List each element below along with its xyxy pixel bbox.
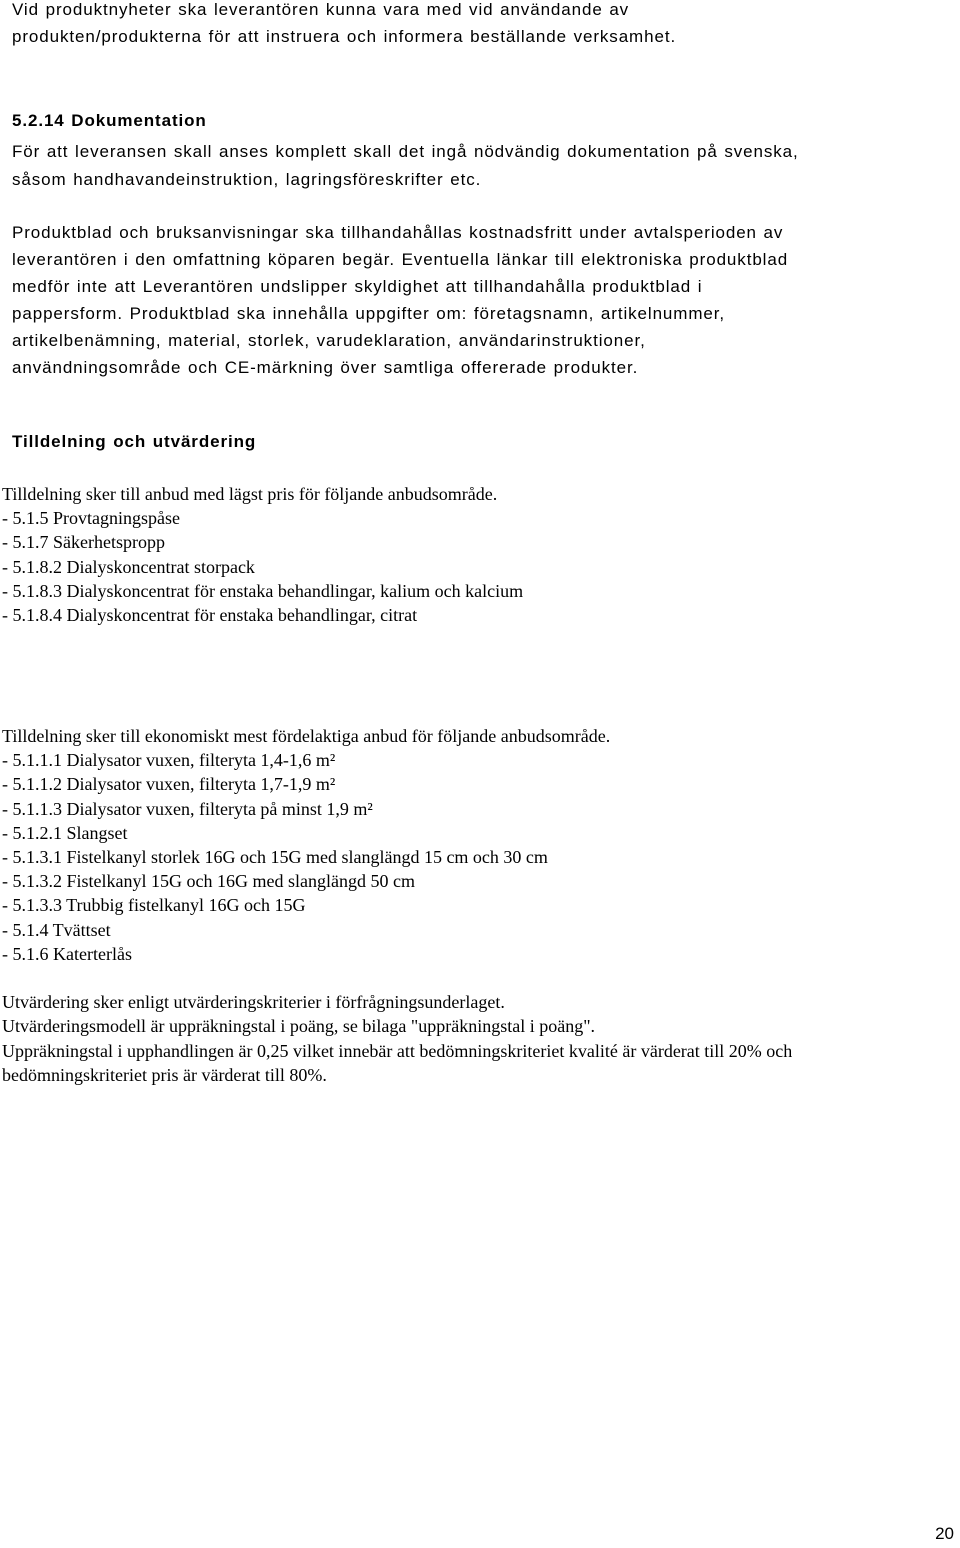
intro-paragraph xyxy=(12,0,940,50)
text-line: pappersform. Produktblad ska innehålla uppgifter om: företagsnamn, artikelnummer, xyxy=(12,304,726,323)
lowest-price-section xyxy=(2,482,940,627)
evaluation-paragraph xyxy=(2,990,940,1087)
text-line: Utvärdering sker enligt utvärderingskriterier i förfrågningsunderlaget. xyxy=(2,992,505,1012)
list-intro: Tilldelning sker till anbud med lägst pris för följande anbudsområde. xyxy=(2,484,498,504)
text-line: Produktblad och bruksanvisningar ska tillhandahållas kostnadsfritt under avtalsperioden av xyxy=(12,223,784,242)
text-line: För att leveransen skall anses komplett skall det ingå nödvändig dokumentation på svenska, xyxy=(12,142,799,161)
list-item: - 5.1.7 Säkerhetspropp xyxy=(2,532,165,553)
list-item: - 5.1.8.4 Dialyskoncentrat för enstaka behandlingar, citrat xyxy=(2,604,418,625)
text-line: leverantören i den omfattning köparen begär. Eventuella länkar till elektroniska produktblad xyxy=(12,250,789,269)
text-line: Utvärderingsmodell är uppräkningstal i poäng, se bilaga "uppräkningstal i poäng". xyxy=(2,1016,596,1037)
page-number: 20 xyxy=(935,1524,954,1543)
text-line: bedömningskriteriet pris är värderat till 80%. xyxy=(2,1064,327,1085)
list-item: - 5.1.1.2 Dialysator vuxen, filteryta 1,7-1,9 m² xyxy=(2,774,336,795)
list-item: - 5.1.8.2 Dialyskoncentrat storpack xyxy=(2,556,255,577)
section-heading-dokumentation: 5.2.14 Dokumentation xyxy=(12,111,207,130)
list-item: - 5.1.3.2 Fistelkanyl 15G och 16G med slanglängd 50 cm xyxy=(2,871,415,892)
list-item: - 5.1.6 Katerterlås xyxy=(2,943,132,964)
list-item: - 5.1.3.3 Trubbig fistelkanyl 16G och 15G xyxy=(2,895,306,916)
text-line: användningsområde och CE-märkning över samtliga offererade produkter. xyxy=(12,358,639,377)
list-item: - 5.1.4 Tvättset xyxy=(2,919,111,940)
text-line: såsom handhavandeinstruktion, lagringsföreskrifter etc. xyxy=(12,170,482,189)
list-item: - 5.1.5 Provtagningspåse xyxy=(2,508,180,529)
text-line: Uppräkningstal i upphandlingen är 0,25 vilket innebär att bedömningskriteriet kvalité är värderat till 20% och xyxy=(2,1040,793,1061)
text-line: artikelbenämning, material, storlek, varudeklaration, användarinstruktioner, xyxy=(12,331,646,350)
list-item: - 5.1.2.1 Slangset xyxy=(2,822,128,843)
dokumentation-paragraph-1 xyxy=(12,138,940,194)
section-heading-tilldelning: Tilldelning och utvärdering xyxy=(12,432,257,451)
list-item: - 5.1.1.3 Dialysator vuxen, filteryta på minst 1,9 m² xyxy=(2,798,373,819)
text-line: Vid produktnyheter ska leverantören kunna vara med vid användande av xyxy=(12,0,630,19)
most-advantageous-section xyxy=(2,724,940,966)
list-item: - 5.1.3.1 Fistelkanyl storlek 16G och 15G med slanglängd 15 cm och 30 cm xyxy=(2,846,548,867)
list-item: - 5.1.1.1 Dialysator vuxen, filteryta 1,4-1,6 m² xyxy=(2,750,336,771)
text-line: medför inte att Leverantören undslipper skyldighet att tillhandahålla produktblad i xyxy=(12,277,703,296)
list-item: - 5.1.8.3 Dialyskoncentrat för enstaka behandlingar, kalium och kalcium xyxy=(2,580,524,601)
dokumentation-paragraph-2 xyxy=(12,219,940,381)
text-line: produkten/produkterna för att instruera och informera beställande verksamhet. xyxy=(12,27,677,46)
list-intro: Tilldelning sker till ekonomiskt mest fördelaktiga anbud för följande anbudsområde. xyxy=(2,726,611,746)
